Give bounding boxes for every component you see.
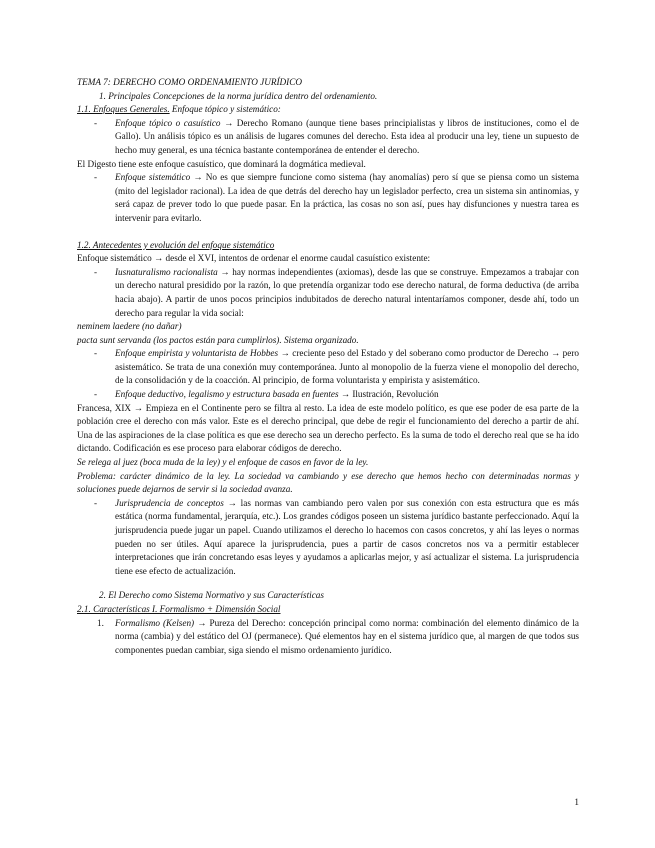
subsection-1-2-heading: 1.2. Antecedentes y evolución del enfoque sistemático bbox=[77, 239, 275, 250]
subsection-2-1-heading: 2.1. Características I. Formalismo + Dimensión Social bbox=[77, 603, 281, 614]
paragraph-problema: Problema: carácter dinámico de la ley. La sociedad va cambiando y ese derecho que hemos hecho con determinadas normas y soluciones puede dejarnos de servir si la sociedad avanza. bbox=[77, 470, 579, 495]
bullet-deductivo: - Enfoque deductivo, legalismo y estructura basada en fuentes → Ilustración, Revolución bbox=[94, 389, 439, 400]
bullet-casuistico: - Enfoque tópico o casuístico → Derecho Romano (aunque tiene bases principialistas y libros de instituciones, como el de Gallo). Un análisis tópico es un análisis de lugares comunes del derecho. Esta idea al producir una ley, tiene un supuesto de hecho muy general, es una técnica bastante contemporánea de entender el derecho. bbox=[94, 117, 579, 155]
document-page bbox=[77, 76, 579, 657]
section-1-heading: 1. Principales Concepciones de la norma jurídica dentro del ordenamiento. bbox=[99, 90, 378, 101]
bullet-iusnaturalismo: - Iusnaturalismo racionalista → hay normas independientes (axiomas), desde las que se construye. Empezamos a trabajar con un derecho natural presidido por la razón, lo que pretendía organizar todo ese derecho natural, de forma deductiva (de arriba hacia abajo). A partir de unos pocos principios indubitados de derecho natural intentaríamos componer, desde ahí, todo un derecho para regular la vida social: bbox=[94, 266, 579, 318]
paragraph-enfoque-sistematico: Enfoque sistemático → desde el XVI, intentos de ordenar el enorme caudal casuístico existente: bbox=[77, 253, 431, 264]
paragraph-francesa: Francesa, XIX → Empieza en el Continente pero se filtra al resto. La idea de este modelo político, es que ese poder de esa parte de la población cree el derecho con más valor. Este es el derecho principal, que debe de regir el funcionamiento del derecho a partir de ahí. Una de las aspiraciones de la clase política es que ese derecho sea un derecho perfecto. Es la suma de todo el derecho real que se ha ido dictando. Codificación es ese proceso para elaborar códigos de derecho. bbox=[77, 402, 579, 454]
page-number: 1 bbox=[574, 797, 579, 807]
latin-line-2: pacta sunt servanda (los pactos están para cumplirlos). Sistema organizado. bbox=[77, 334, 359, 345]
paragraph-digesto: El Digesto tiene este enfoque casuístico, que dominará la dogmática medieval. bbox=[77, 158, 366, 169]
bullet-hobbes: - Enfoque empirista y voluntarista de Hobbes → creciente peso del Estado y del soberano como productor de Derecho → pero asistemático. Se trata de una conexión muy contemporánea. Junto al monopolio de la fuerza viene el monopolio del derecho, de la consolidación y de la coacción. Al principio, de forma voluntarista y empirista y asistemático. bbox=[94, 348, 579, 386]
document-title: TEMA 7: DERECHO COMO ORDENAMIENTO JURÍDICO bbox=[77, 77, 302, 87]
bullet-sistematico: - Enfoque sistemático → No es que siempre funcione como sistema (hay anomalías) pero sí que se piensa como un sistema (mito del legislador racional). La idea de que detrás del derecho hay un legislador perfecto, crea un sistema sin antinomias, y será capaz de prever todo lo que puede pasar. En la práctica, las cosas no son así, pues hay disfunciones y nuestra tarea es intervenir para evitarlo. bbox=[94, 172, 579, 223]
paragraph-relega: Se relega al juez (boca muda de la ley) y el enfoque de casos en favor de la ley. bbox=[77, 457, 369, 468]
subsection-1-1-heading: 1.1. Enfoques Generales. Enfoque tópico y sistemático: bbox=[77, 104, 281, 115]
section-2-heading: 2. El Derecho como Sistema Normativo y sus Características bbox=[99, 590, 324, 601]
bullet-jurisprudencia: - Jurisprudencia de conceptos → las normas van cambiando pero valen por sus conexión con esta estructura que es más estática (norma fundamental, jerarquía, etc.). Los grandes códigos poseen un sistema jurídico bastante perfeccionado. Aquí la jurisprudencia puede jugar un papel. Cuando utilizamos el derecho lo hacemos con casos concretos, y ahí las leyes o normas pueden no ser útiles. Aquí aparece la jurisprudencia, pues a partir de casos concretos nos va a permitir establecer interpretaciones que irán concretando esas leyes y ayudamos a aplicarlas mejor, y así actualizar el sistema. La jurisprudencia tiene ese efecto de actualización. bbox=[94, 497, 579, 576]
latin-line-1: neminem laedere (no dañar) bbox=[77, 321, 182, 332]
numbered-item-formalismo: 1. Formalismo (Kelsen) → Pureza del Derecho: concepción principal como norma: combinación del elemento dinámico de la norma (cambia) y del estático del OJ (permanece). Qué elementos hay en el sistema jurídico que, al margen de que todos sus componentes puedan cambiar, siga siendo el mismo ordenamiento jurídico. bbox=[97, 617, 580, 655]
